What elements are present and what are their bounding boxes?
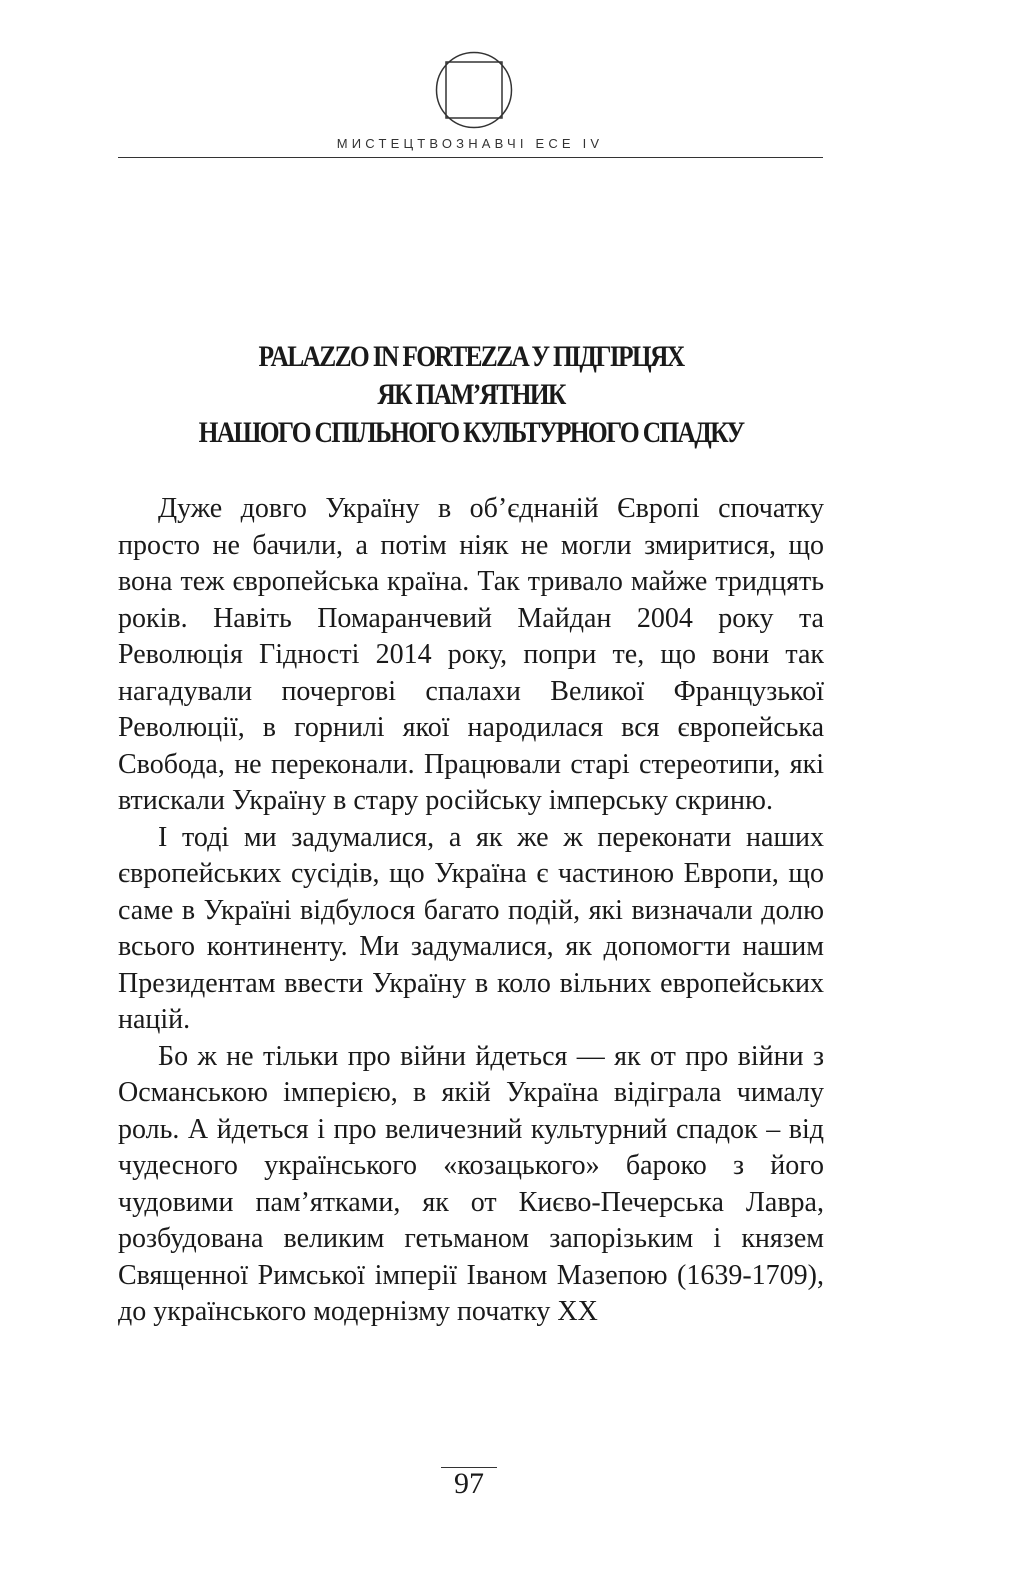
header-divider <box>118 157 823 158</box>
article-title <box>156 338 787 452</box>
title-line: PALAZZO IN FORTEZZA У ПІДГІРЦЯХ <box>258 340 684 373</box>
body-paragraph: І тоді ми задумалися, а як же ж переконати наших європейських сусідів, що Україна є частиною Европи, що саме в Україні відбулося багато подій, які визначали долю всього континенту. Ми задумалися, як допомогти нашим Президентам ввести Україну в коло вільних европейських націй. <box>118 821 824 1035</box>
title-line: ЯК ПАМ’ЯТНИК <box>377 378 565 411</box>
circle-square-emblem-icon <box>434 50 514 130</box>
article-body <box>118 491 824 1331</box>
body-paragraph: Бо ж не тільки про війни йдеться — як от про війни з Османською імперією, в якій Україна відіграла чималу роль. А йдеться і про величезний культурний спадок – від чудесного українського «козацького» бароко з його чудовими пам’ятками, як от Києво-Печерська Лавра, розбудована великим гетьманом запорізьким і князем Священної Римської імперії Іваном Мазепою (1639-1709), до українського модернізму початку ХХ <box>118 1040 824 1327</box>
running-header-title: МИСТЕЦТВОЗНАВЧІ ЕСЕ IV <box>336 136 604 151</box>
title-line: НАШОГО СПІЛЬНОГО КУЛЬТУРНОГО СПАДКУ <box>198 416 744 449</box>
body-paragraph: Дуже довго Україну в об’єднаній Європі спочатку просто не бачили, а потім ніяк не могли змиритися, що вона теж європейська країна. Так тривало майже тридцять років. Навіть Помаранчевий Майдан 2004 року та Революція Гідності 2014 року, попри те, що вони так нагадували почергові спалахи Великої Французької Революції, в горнилі якої народилася вся європейська Свобода, не переконали. Працювали старі стереотипи, які втискали Україну в стару російську імперську скриню. <box>118 493 824 816</box>
page-number: 97 <box>441 1467 497 1500</box>
